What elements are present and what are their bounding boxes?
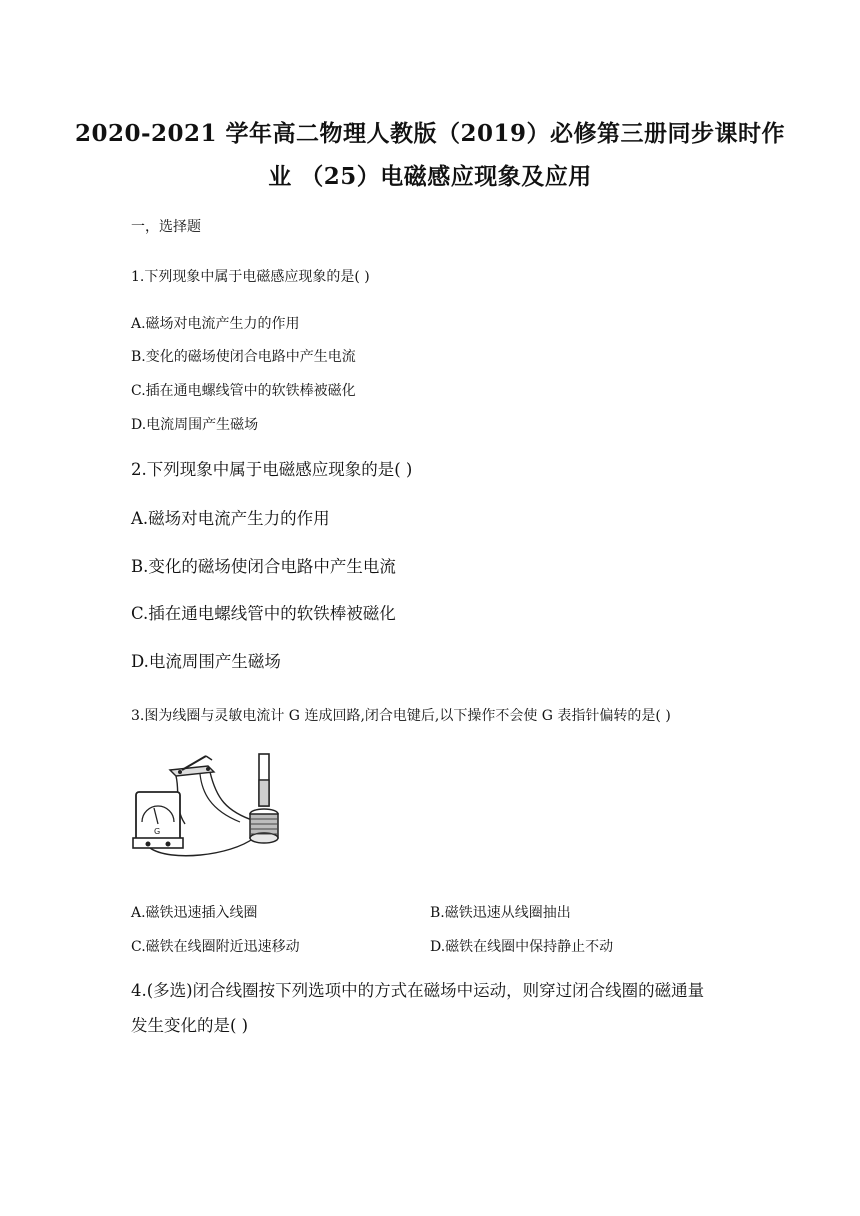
- page-title-line-2: 业 （25）电磁感应现象及应用: [268, 163, 592, 190]
- question-1-option-d: D.电流周围产生磁场: [131, 417, 259, 433]
- question-2-option-c: C.插在通电螺线管中的软铁棒被磁化: [131, 604, 396, 623]
- galvanometer-coil-magnet-illustration: [130, 752, 290, 862]
- question-3-option-b: B.磁铁迅速从线圈抽出: [430, 905, 571, 921]
- question-1-option-a: A.磁场对电流产生力的作用: [131, 316, 300, 332]
- section-heading: 一，选择题: [131, 219, 201, 235]
- question-3-option-d: D.磁铁在线圈中保持静止不动: [430, 939, 614, 955]
- question-1-option-c: C.插在通电螺线管中的软铁棒被磁化: [131, 383, 356, 399]
- question-2-option-b: B.变化的磁场使闭合电路中产生电流: [131, 557, 396, 576]
- question-1-option-b: B.变化的磁场使闭合电路中产生电流: [131, 349, 356, 365]
- question-2-stem: 2.下列现象中属于电磁感应现象的是( ): [131, 460, 413, 479]
- question-2-option-a: A.磁场对电流产生力的作用: [131, 509, 330, 528]
- question-4-stem-line-1: 4.(多选)闭合线圈按下列选项中的方式在磁场中运动，则穿过闭合线圈的磁通量: [131, 981, 705, 1000]
- question-1-stem: 1.下列现象中属于电磁感应现象的是( ): [131, 269, 370, 285]
- question-4-stem-line-2: 发生变化的是( ): [131, 1016, 249, 1035]
- circuit-figure: [130, 752, 290, 862]
- svg-text:G: G: [154, 827, 161, 836]
- question-3-stem: 3.图为线圈与灵敏电流计 G 连成回路,闭合电键后,以下操作不会使 G 表指针偏转的是( ): [131, 708, 671, 724]
- question-2-option-d: D.电流周围产生磁场: [131, 652, 281, 671]
- question-3-option-c: C.磁铁在线圈附近迅速移动: [131, 939, 300, 955]
- question-3-option-a: A.磁铁迅速插入线圈: [131, 905, 258, 921]
- page-title-line-1: 2020-2021 学年高二物理人教版（2019）必修第三册同步课时作: [74, 120, 786, 147]
